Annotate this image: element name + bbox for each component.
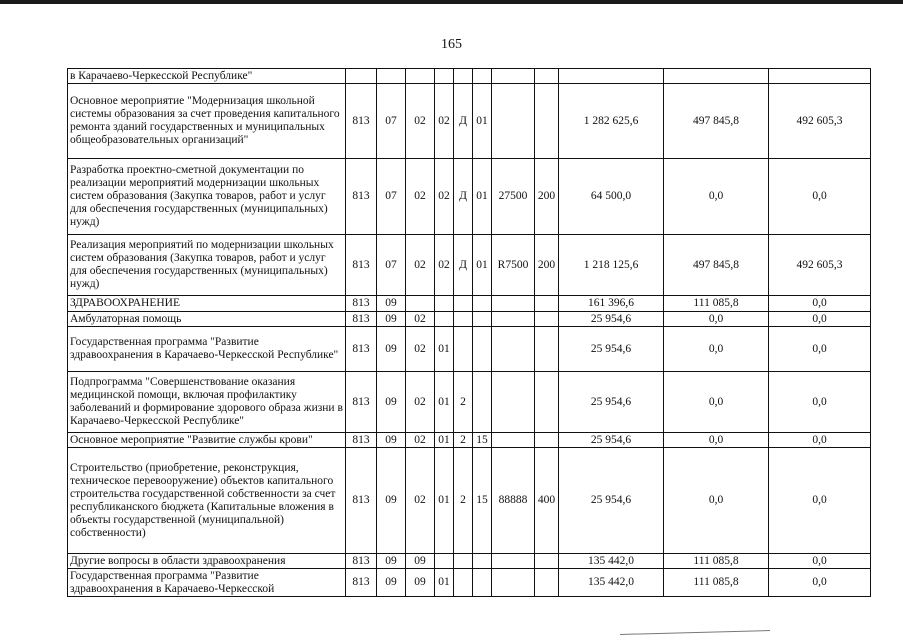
direction-code-cell: 27500 [492,159,535,235]
row-name-cell: Другие вопросы в области здравоохранения [68,554,346,569]
row-name-cell: Государственная программа "Развитие здравоохранения в Карачаево-Черкесской Республике" [68,327,346,372]
subsection-code-cell: 02 [406,159,435,235]
amount-year1-cell: 25 954,6 [559,433,664,448]
subprogram-code-cell [454,569,473,597]
amount-year2-cell: 0,0 [664,372,769,433]
row-name-cell: Государственная программа "Развитие здравоохранения в Карачаево-Черкесской [68,569,346,597]
section-code-cell: 09 [377,312,406,327]
top-border-rule [0,0,903,4]
amount-year2-cell: 111 085,8 [664,554,769,569]
amount-year1-cell: 135 442,0 [559,569,664,597]
gr-code-cell: 813 [346,448,377,554]
gr-code-cell: 813 [346,433,377,448]
table-row [68,159,871,235]
expense-type-cell [535,433,559,448]
amount-year3-cell: 0,0 [769,312,871,327]
section-code-cell: 09 [377,433,406,448]
direction-code-cell: 88888 [492,448,535,554]
row-name-cell: Реализация мероприятий по модернизации школьных систем образования (Закупка товаров, работ и услуг для обеспечения государственных (муниципальных) нужд) [68,235,346,296]
amount-year1-cell: 25 954,6 [559,327,664,372]
subsection-code-cell: 02 [406,312,435,327]
program-code-cell: 01 [435,327,454,372]
gr-code-cell: 813 [346,569,377,597]
direction-code-cell [492,569,535,597]
event-code-cell [473,69,492,84]
expense-type-cell [535,327,559,372]
row-name-cell: Подпрограмма "Совершенствование оказания медицинской помощи, включая профилактику заболеваний и формирование здорового образа жизни в Карачаево-Черкесской Республике" [68,372,346,433]
amount-year3-cell: 0,0 [769,296,871,312]
amount-year2-cell: 111 085,8 [664,296,769,312]
amount-year1-cell: 1 218 125,6 [559,235,664,296]
direction-code-cell [492,433,535,448]
expense-type-cell [535,554,559,569]
subprogram-code-cell [454,296,473,312]
row-name-cell: в Карачаево-Черкесской Республике" [68,69,346,84]
expense-type-cell: 200 [535,159,559,235]
subsection-code-cell: 02 [406,84,435,159]
amount-year3-cell: 0,0 [769,372,871,433]
row-name-cell: Основное мероприятие "Развитие службы крови" [68,433,346,448]
gr-code-cell: 813 [346,84,377,159]
gr-code-cell: 813 [346,312,377,327]
amount-year3-cell: 0,0 [769,327,871,372]
amount-year1-cell: 135 442,0 [559,554,664,569]
subprogram-code-cell: 2 [454,433,473,448]
section-code-cell: 07 [377,84,406,159]
subprogram-code-cell: 2 [454,372,473,433]
amount-year2-cell [664,69,769,84]
table-row [68,84,871,159]
expense-type-cell: 400 [535,448,559,554]
row-name-cell: ЗДРАВООХРАНЕНИЕ [68,296,346,312]
amount-year1-cell: 1 282 625,6 [559,84,664,159]
program-code-cell: 01 [435,372,454,433]
subsection-code-cell: 09 [406,569,435,597]
subprogram-code-cell: Д [454,159,473,235]
amount-year2-cell: 497 845,8 [664,84,769,159]
amount-year1-cell: 25 954,6 [559,312,664,327]
subprogram-code-cell: 2 [454,448,473,554]
event-code-cell: 01 [473,84,492,159]
direction-code-cell [492,372,535,433]
expense-type-cell [535,296,559,312]
event-code-cell [473,312,492,327]
subprogram-code-cell [454,554,473,569]
event-code-cell [473,327,492,372]
direction-code-cell [492,69,535,84]
section-code-cell: 09 [377,554,406,569]
direction-code-cell [492,312,535,327]
subprogram-code-cell [454,69,473,84]
subsection-code-cell [406,296,435,312]
program-code-cell [435,69,454,84]
expense-type-cell [535,69,559,84]
expense-type-cell [535,312,559,327]
amount-year3-cell [769,69,871,84]
section-code-cell [377,69,406,84]
amount-year1-cell: 25 954,6 [559,448,664,554]
subsection-code-cell [406,69,435,84]
table-row [68,433,871,448]
direction-code-cell [492,296,535,312]
event-code-cell [473,554,492,569]
table-row [68,312,871,327]
table-row [68,372,871,433]
gr-code-cell: 813 [346,235,377,296]
amount-year3-cell: 492 605,3 [769,235,871,296]
program-code-cell: 02 [435,84,454,159]
page-number: 165 [441,37,462,52]
table-row [68,448,871,554]
gr-code-cell: 813 [346,554,377,569]
amount-year3-cell: 0,0 [769,569,871,597]
amount-year3-cell: 492 605,3 [769,84,871,159]
event-code-cell: 15 [473,448,492,554]
bottom-edge-line [620,630,770,635]
program-code-cell [435,312,454,327]
event-code-cell [473,569,492,597]
subsection-code-cell: 02 [406,448,435,554]
amount-year3-cell: 0,0 [769,433,871,448]
table-row [68,327,871,372]
row-name-cell: Разработка проектно-сметной документации по реализации мероприятий модернизации школьных систем образования (Закупка товаров, работ и услуг для обеспечения государственных (муниципальных) нужд) [68,159,346,235]
amount-year2-cell: 111 085,8 [664,569,769,597]
table-row [68,569,871,597]
program-code-cell [435,554,454,569]
program-code-cell: 01 [435,448,454,554]
gr-code-cell: 813 [346,296,377,312]
direction-code-cell [492,327,535,372]
amount-year2-cell: 0,0 [664,159,769,235]
section-code-cell: 09 [377,296,406,312]
amount-year2-cell: 0,0 [664,433,769,448]
amount-year2-cell: 497 845,8 [664,235,769,296]
direction-code-cell [492,84,535,159]
gr-code-cell: 813 [346,327,377,372]
subprogram-code-cell: Д [454,84,473,159]
amount-year2-cell: 0,0 [664,448,769,554]
program-code-cell: 01 [435,569,454,597]
subprogram-code-cell: Д [454,235,473,296]
subprogram-code-cell [454,327,473,372]
program-code-cell: 01 [435,433,454,448]
budget-table [67,68,871,597]
amount-year2-cell: 0,0 [664,312,769,327]
section-code-cell: 09 [377,448,406,554]
expense-type-cell [535,372,559,433]
expense-type-cell [535,84,559,159]
gr-code-cell: 813 [346,159,377,235]
row-name-cell: Амбулаторная помощь [68,312,346,327]
table-body [68,69,871,597]
row-name-cell: Строительство (приобретение, реконструкция, техническое перевооружение) объектов капитального строительства государственной собственности за счет республиканского бюджета (Капитальные вложения в объекты государственной (муниципальной) собственности) [68,448,346,554]
amount-year1-cell: 64 500,0 [559,159,664,235]
subsection-code-cell: 02 [406,372,435,433]
gr-code-cell: 813 [346,372,377,433]
section-code-cell: 09 [377,327,406,372]
row-name-cell: Основное мероприятие "Модернизация школьной системы образования за счет проведения капитального ремонта зданий государственных и муниципальных общеобразовательных организаций" [68,84,346,159]
amount-year3-cell: 0,0 [769,554,871,569]
event-code-cell: 01 [473,235,492,296]
table-row [68,554,871,569]
table-row [68,296,871,312]
expense-type-cell [535,569,559,597]
direction-code-cell [492,554,535,569]
amount-year1-cell: 161 396,6 [559,296,664,312]
subsection-code-cell: 02 [406,327,435,372]
amount-year3-cell: 0,0 [769,159,871,235]
program-code-cell: 02 [435,159,454,235]
subprogram-code-cell [454,312,473,327]
gr-code-cell [346,69,377,84]
section-code-cell: 07 [377,235,406,296]
table-row [68,235,871,296]
event-code-cell [473,296,492,312]
table-row [68,69,871,84]
subsection-code-cell: 02 [406,433,435,448]
amount-year2-cell: 0,0 [664,327,769,372]
subsection-code-cell: 09 [406,554,435,569]
expense-type-cell: 200 [535,235,559,296]
subsection-code-cell: 02 [406,235,435,296]
event-code-cell [473,372,492,433]
program-code-cell: 02 [435,235,454,296]
program-code-cell [435,296,454,312]
direction-code-cell: R7500 [492,235,535,296]
amount-year1-cell: 25 954,6 [559,372,664,433]
section-code-cell: 07 [377,159,406,235]
section-code-cell: 09 [377,372,406,433]
section-code-cell: 09 [377,569,406,597]
event-code-cell: 01 [473,159,492,235]
amount-year3-cell: 0,0 [769,448,871,554]
event-code-cell: 15 [473,433,492,448]
amount-year1-cell [559,69,664,84]
